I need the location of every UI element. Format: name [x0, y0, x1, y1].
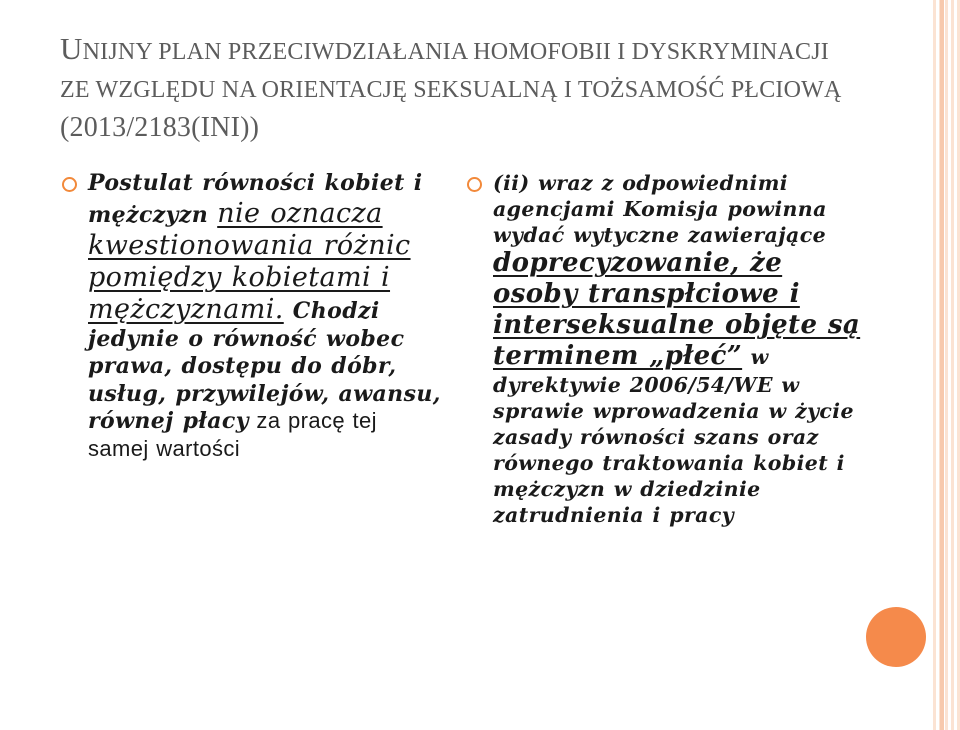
title-reference: (2013/2183(INI)) [60, 112, 260, 143]
decorative-stripe-line [940, 0, 944, 730]
left-text-emphasis: nie oznacza kwestionowania różnic pomiędzy kobietami i mężczyznami. [88, 197, 411, 325]
right-column [465, 170, 865, 528]
orange-circle-decoration [866, 607, 926, 667]
decorative-stripes [930, 0, 960, 730]
right-text-emphasis: doprecyzowanie, że osoby transpłciowe i interseksualne objęte są terminem „płeć” [493, 248, 861, 371]
right-text-segment-1: (ii) wraz z odpowiednimi agencjami Komisja powinna wydać wytyczne zawierające [493, 171, 827, 247]
left-text-segment-3: Chodzi jedynie o równość wobec prawa, dostępu do dóbr, usług, przywilejów, awansu, równej płacy [88, 297, 441, 434]
left-column [60, 170, 445, 463]
title-smallcaps: NIJNY PLAN PRZECIWDZIAŁANIA HOMOFOBII I DYSKRYMINACJI ZE WZGLĘDU NA ORIENTACJĘ SEKSUALNĄ I TOŻSAMOŚĆ PŁCIOWĄ [60, 39, 842, 103]
right-text-segment-3: w dyrektywie 2006/54/WE w sprawie wprowadzenia w życie zasady równości szans oraz równego traktowania kobiet i mężczyzn w dziedzinie zatrudnienia i pracy [493, 345, 854, 527]
slide-title [60, 30, 860, 148]
bullet-ring-icon [62, 177, 77, 192]
left-bullet-text [88, 170, 445, 463]
left-text-segment-4: za pracę tej samej wartości [88, 408, 377, 461]
title-initial: U [60, 31, 83, 66]
right-bullet-text [493, 170, 865, 528]
bullet-ring-icon [467, 177, 482, 192]
left-text-segment-1: Postulat równości kobiet i mężczyzn [88, 170, 423, 228]
